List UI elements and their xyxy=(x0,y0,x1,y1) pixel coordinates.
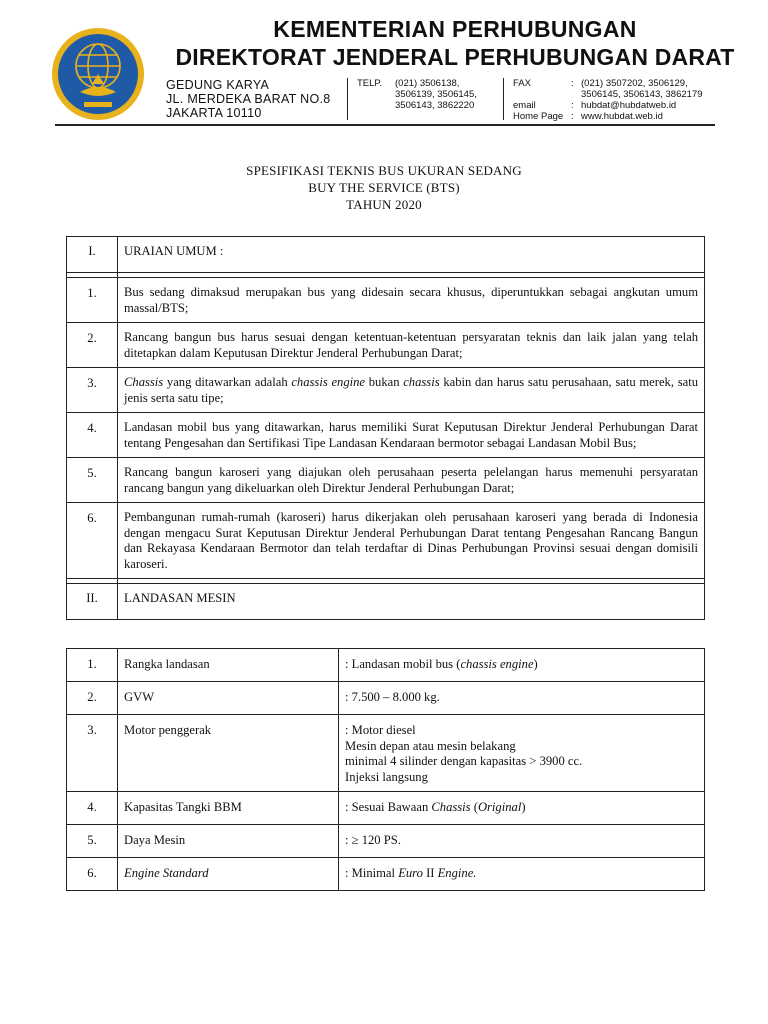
spec-label: Rangka landasan xyxy=(118,649,339,682)
address-block xyxy=(166,78,331,120)
table-row xyxy=(67,649,705,682)
table-row xyxy=(67,715,705,792)
section-header-row xyxy=(67,237,705,273)
table-row xyxy=(67,792,705,825)
title-line: SPESIFIKASI TEKNIS BUS UKURAN SEDANG xyxy=(246,163,522,178)
address-line: GEDUNG KARYA xyxy=(166,78,270,92)
telp-label: TELP. xyxy=(357,78,383,89)
spec-label: Engine Standard xyxy=(118,858,339,891)
spec-label: GVW xyxy=(118,682,339,715)
section-heading: LANDASAN MESIN xyxy=(118,584,705,620)
address-line: JL. MERDEKA BARAT NO.8 xyxy=(166,92,331,106)
item-number: 1. xyxy=(67,278,118,323)
table-row xyxy=(67,825,705,858)
spec-label: Motor penggerak xyxy=(118,715,339,792)
telephone-block xyxy=(357,78,477,111)
item-text: Bus sedang dimaksud merupakan bus yang didesain secara khusus, diperuntukkan sebagai angkutan umum massal/BTS; xyxy=(118,278,705,323)
letterhead-rule xyxy=(55,124,715,126)
section-heading: URAIAN UMUM : xyxy=(118,237,705,273)
table-row xyxy=(67,503,705,579)
item-text: Chassis yang ditawarkan adalah chassis engine bukan chassis kabin dan harus satu perusahaan, satu merek, satu jenis serta satu tipe; xyxy=(118,368,705,413)
email-label: email xyxy=(513,100,536,111)
address-line: JAKARTA 10110 xyxy=(166,106,262,120)
section-number: I. xyxy=(67,237,118,273)
spec-value: : Motor diesel Mesin depan atau mesin belakang minimal 4 silinder dengan kapasitas > 3900 cc. Injeksi langsung xyxy=(339,715,705,792)
table-row xyxy=(67,368,705,413)
directorate-name: DIREKTORAT JENDERAL PERHUBUNGAN DARAT xyxy=(175,44,735,70)
spec-value: : ≥ 120 PS. xyxy=(339,825,705,858)
fax-value: 3506145, 3506143, 3862179 xyxy=(581,89,703,100)
document-title xyxy=(0,162,768,213)
table-row xyxy=(67,323,705,368)
table-row xyxy=(67,858,705,891)
spec-label: Daya Mesin xyxy=(118,825,339,858)
letterhead-divider xyxy=(503,78,504,120)
item-number: 5. xyxy=(67,825,118,858)
item-text: Rancang bangun karoseri yang diajukan oleh perusahaan peserta pelelangan harus memenuhi persyaratan rancang bangun yang dikeluarkan oleh Direktur Jenderal Perhubungan Darat; xyxy=(118,458,705,503)
item-number: 4. xyxy=(67,792,118,825)
spec-value: : Landasan mobil bus (chassis engine) xyxy=(339,649,705,682)
section-number: II. xyxy=(67,584,118,620)
item-number: 1. xyxy=(67,649,118,682)
spec-label: Kapasitas Tangki BBM xyxy=(118,792,339,825)
ministry-name: KEMENTERIAN PERHUBUNGAN xyxy=(273,16,637,42)
item-number: 3. xyxy=(67,715,118,792)
spec-value: : 7.500 – 8.000 kg. xyxy=(339,682,705,715)
title-line: TAHUN 2020 xyxy=(346,197,422,212)
item-text: Landasan mobil bus yang ditawarkan, harus memiliki Surat Keputusan Direktur Jenderal Perhubungan Darat tentang Pengesahan dan Sertifikasi Tipe Landasan Kendaraan bermotor sebagai Landasan Mobil Bus; xyxy=(118,413,705,458)
table-row xyxy=(67,458,705,503)
fax-value: (021) 3507202, 3506129, xyxy=(581,78,688,89)
item-text: Rancang bangun bus harus sesuai dengan ketentuan-ketentuan persyaratan teknis dan laik jalan yang telah ditetapkan dalam Keputusan Direktur Jenderal Perhubungan Darat; xyxy=(118,323,705,368)
fax-contact-block: FAX : (021) 3507202, 3506129, 3506145, 3506143, 3862179 email : hubdat@hubdatweb.id Home Page : www.hubdat.web.id xyxy=(513,78,703,122)
item-number: 6. xyxy=(67,503,118,579)
table-row xyxy=(67,682,705,715)
title-line: BUY THE SERVICE (BTS) xyxy=(308,180,460,195)
telp-number: 3506139, 3506145, xyxy=(395,89,477,100)
item-number: 6. xyxy=(67,858,118,891)
homepage-label: Home Page xyxy=(513,111,564,122)
item-text: Pembangunan rumah-rumah (karoseri) harus dikerjakan oleh perusahaan karoseri yang berada di Indonesia dengan mengacu Surat Keputusan Direktur Jenderal Perhubungan Darat tentang Pengesahan Rancang Bangun dan Rekayasa Kendaraan Bermotor dan telah terdaftar di Dinas Perhubungan Provinsi sesuai dengan domisili karoseri. xyxy=(118,503,705,579)
item-number: 2. xyxy=(67,682,118,715)
item-number: 2. xyxy=(67,323,118,368)
spec-value: : Minimal Euro II Engine. xyxy=(339,858,705,891)
section-header-row xyxy=(67,584,705,620)
general-description-table xyxy=(66,236,705,620)
table-row xyxy=(67,278,705,323)
item-number: 4. xyxy=(67,413,118,458)
engine-spec-table xyxy=(66,648,705,891)
table-row xyxy=(67,413,705,458)
telp-number: (021) 3506138, xyxy=(395,78,460,89)
fax-label: FAX xyxy=(513,78,531,89)
item-number: 5. xyxy=(67,458,118,503)
spec-value: : Sesuai Bawaan Chassis (Original) xyxy=(339,792,705,825)
kemenhub-logo xyxy=(50,26,146,122)
item-number: 3. xyxy=(67,368,118,413)
letterhead-title xyxy=(155,18,755,69)
email-value: hubdat@hubdatweb.id xyxy=(581,100,677,111)
homepage-value: www.hubdat.web.id xyxy=(581,111,663,122)
letterhead-divider xyxy=(347,78,348,120)
telp-number: 3506143, 3862220 xyxy=(395,100,475,111)
